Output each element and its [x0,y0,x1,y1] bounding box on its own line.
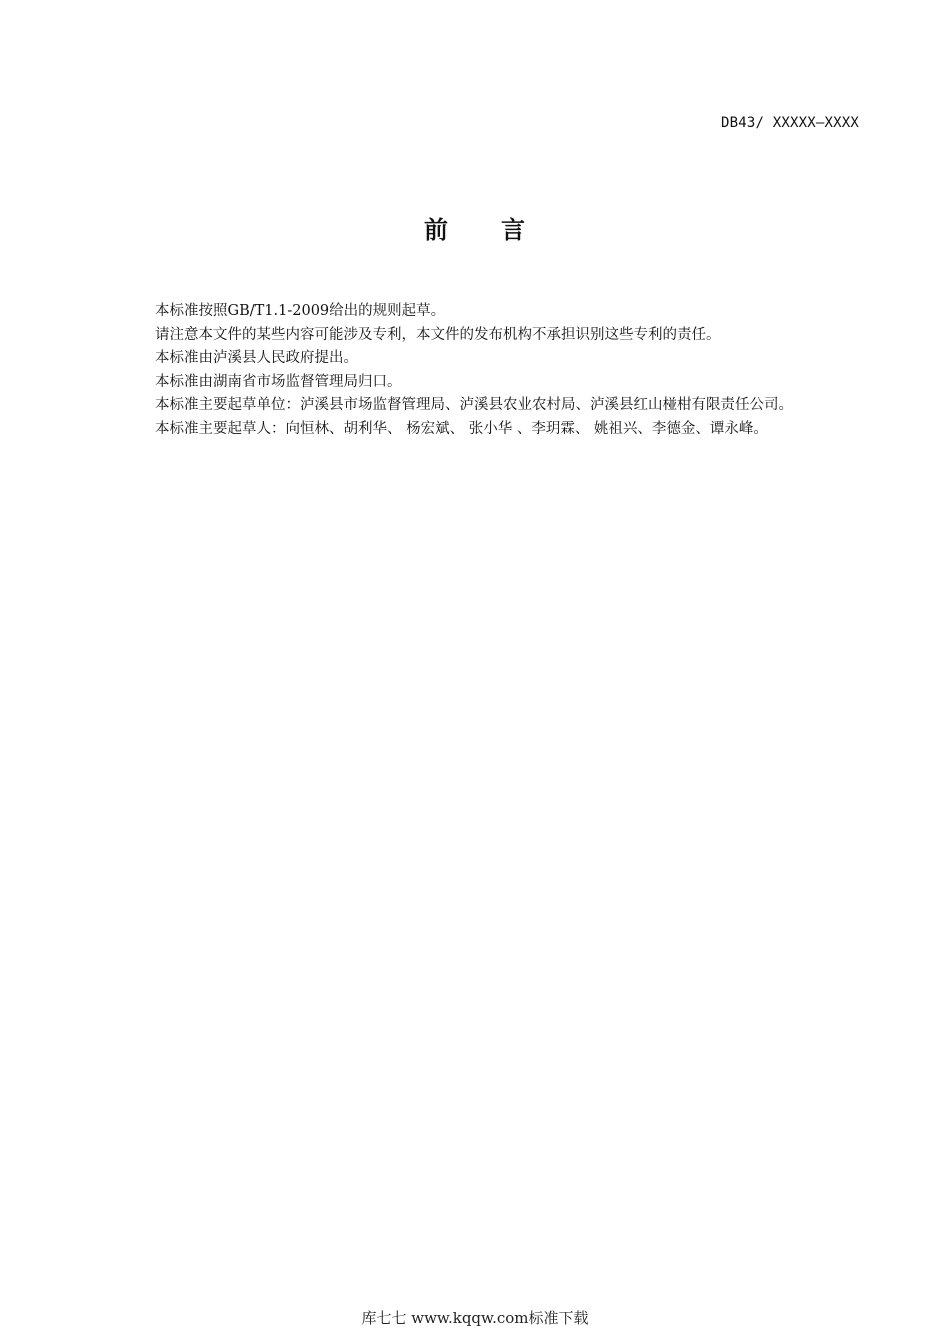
footer-watermark: 库七七 www.kqqw.com标准下载 [361,1309,589,1327]
paragraph-drafters: 本标准主要起草人：向恒林、胡利华、 杨宏斌、 张小华 、李玥霖、 姚祖兴、李德金、谭永峰。 [155,420,768,437]
page-title [0,210,950,245]
paragraph-drafting-units: 本标准主要起草单位：泸溪县市场监督管理局、泸溪县农业农村局、泸溪县红山椪柑有限责任公司。 [155,397,793,413]
page-title-char-1: 前 [424,216,449,244]
foreword-body [113,300,860,441]
paragraph-drafting-rules: 本标准按照GB/T1.1-2009给出的规则起草。 [155,303,446,319]
document-code: DB43/ XXXXX—XXXX [720,115,859,131]
paragraph-proposer: 本标准由泸溪县人民政府提出。 [155,350,358,366]
page-title-char-2: 言 [501,216,526,244]
paragraph-patent-notice: 请注意本文件的某些内容可能涉及专利，本文件的发布机构不承担识别这些专利的责任。 [155,326,721,343]
paragraph-administrator: 本标准由湖南省市场监督管理局归口。 [155,373,402,390]
